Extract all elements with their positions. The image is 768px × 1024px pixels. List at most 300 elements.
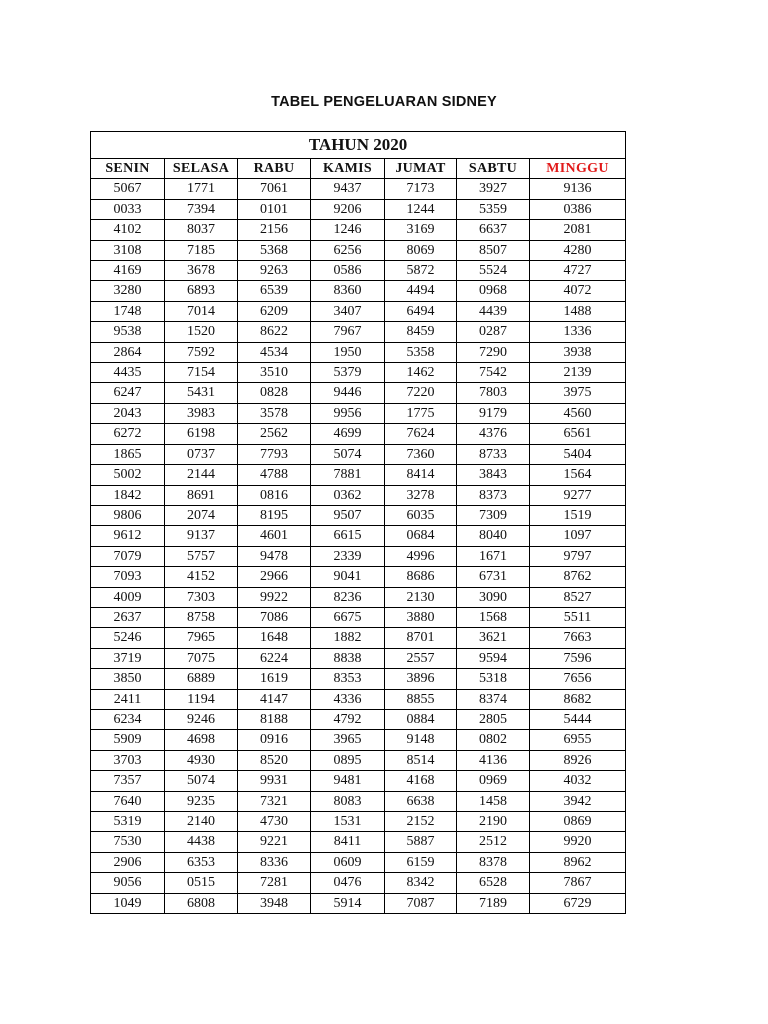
result-cell: 5887 bbox=[385, 832, 457, 852]
result-cell: 2805 bbox=[457, 709, 530, 729]
result-cell: 7793 bbox=[238, 444, 311, 464]
result-cell: 4560 bbox=[530, 403, 626, 423]
result-cell: 9136 bbox=[530, 179, 626, 199]
result-cell: 7075 bbox=[165, 648, 238, 668]
result-cell: 0586 bbox=[311, 261, 385, 281]
result-cell: 5914 bbox=[311, 893, 385, 913]
table-row bbox=[91, 526, 626, 546]
result-cell: 5074 bbox=[165, 771, 238, 791]
result-cell: 3090 bbox=[457, 587, 530, 607]
result-cell: 4280 bbox=[530, 240, 626, 260]
result-cell: 7640 bbox=[91, 791, 165, 811]
table-row bbox=[91, 485, 626, 505]
result-cell: 1842 bbox=[91, 485, 165, 505]
day-header-sabtu: SABTU bbox=[457, 159, 530, 179]
result-cell: 0916 bbox=[238, 730, 311, 750]
result-cell: 5872 bbox=[385, 261, 457, 281]
table-row bbox=[91, 893, 626, 913]
table-row bbox=[91, 587, 626, 607]
result-cell: 4930 bbox=[165, 750, 238, 770]
result-cell: 1882 bbox=[311, 628, 385, 648]
result-cell: 5379 bbox=[311, 363, 385, 383]
result-cell: 9478 bbox=[238, 546, 311, 566]
result-cell: 3938 bbox=[530, 342, 626, 362]
result-cell: 4439 bbox=[457, 301, 530, 321]
result-cell: 6893 bbox=[165, 281, 238, 301]
result-cell: 0609 bbox=[311, 852, 385, 872]
result-cell: 8622 bbox=[238, 322, 311, 342]
result-cell: 1531 bbox=[311, 812, 385, 832]
result-cell: 5368 bbox=[238, 240, 311, 260]
result-cell: 2144 bbox=[165, 465, 238, 485]
result-cell: 2906 bbox=[91, 852, 165, 872]
result-cell: 7394 bbox=[165, 199, 238, 219]
result-cell: 9594 bbox=[457, 648, 530, 668]
table-row bbox=[91, 730, 626, 750]
result-cell: 5524 bbox=[457, 261, 530, 281]
result-cell: 3965 bbox=[311, 730, 385, 750]
table-row bbox=[91, 546, 626, 566]
result-cell: 1049 bbox=[91, 893, 165, 913]
result-cell: 9221 bbox=[238, 832, 311, 852]
result-cell: 3510 bbox=[238, 363, 311, 383]
result-cell: 7086 bbox=[238, 607, 311, 627]
result-cell: 9956 bbox=[311, 403, 385, 423]
result-cell: 7967 bbox=[311, 322, 385, 342]
day-header-rabu: RABU bbox=[238, 159, 311, 179]
result-cell: 7189 bbox=[457, 893, 530, 913]
result-cell: 4788 bbox=[238, 465, 311, 485]
result-cell: 4376 bbox=[457, 424, 530, 444]
result-cell: 3983 bbox=[165, 403, 238, 423]
table-row bbox=[91, 342, 626, 362]
result-cell: 6247 bbox=[91, 383, 165, 403]
result-cell: 7360 bbox=[385, 444, 457, 464]
result-cell: 7281 bbox=[238, 873, 311, 893]
result-cell: 0287 bbox=[457, 322, 530, 342]
result-cell: 7014 bbox=[165, 301, 238, 321]
result-cell: 6889 bbox=[165, 669, 238, 689]
result-cell: 5067 bbox=[91, 179, 165, 199]
result-cell: 9612 bbox=[91, 526, 165, 546]
result-cell: 1519 bbox=[530, 505, 626, 525]
result-cell: 9235 bbox=[165, 791, 238, 811]
result-cell: 0816 bbox=[238, 485, 311, 505]
result-cell: 5404 bbox=[530, 444, 626, 464]
result-cell: 1950 bbox=[311, 342, 385, 362]
result-cell: 5358 bbox=[385, 342, 457, 362]
result-cell: 8336 bbox=[238, 852, 311, 872]
result-cell: 6159 bbox=[385, 852, 457, 872]
result-cell: 3278 bbox=[385, 485, 457, 505]
day-header-minggu: MINGGU bbox=[530, 159, 626, 179]
result-cell: 7173 bbox=[385, 179, 457, 199]
result-cell: 7624 bbox=[385, 424, 457, 444]
results-table bbox=[90, 131, 626, 914]
result-cell: 9041 bbox=[311, 567, 385, 587]
result-cell: 0895 bbox=[311, 750, 385, 770]
table-row bbox=[91, 832, 626, 852]
result-cell: 8762 bbox=[530, 567, 626, 587]
result-cell: 1520 bbox=[165, 322, 238, 342]
result-cell: 7965 bbox=[165, 628, 238, 648]
result-cell: 4102 bbox=[91, 220, 165, 240]
result-cell: 8353 bbox=[311, 669, 385, 689]
result-cell: 0737 bbox=[165, 444, 238, 464]
table-row bbox=[91, 240, 626, 260]
table-row bbox=[91, 383, 626, 403]
result-cell: 4494 bbox=[385, 281, 457, 301]
result-cell: 9922 bbox=[238, 587, 311, 607]
result-cell: 4792 bbox=[311, 709, 385, 729]
result-cell: 0684 bbox=[385, 526, 457, 546]
result-cell: 9481 bbox=[311, 771, 385, 791]
result-cell: 3169 bbox=[385, 220, 457, 240]
table-row bbox=[91, 771, 626, 791]
result-cell: 9920 bbox=[530, 832, 626, 852]
result-cell: 3280 bbox=[91, 281, 165, 301]
year-label: TAHUN 2020 bbox=[91, 132, 626, 159]
result-cell: 7154 bbox=[165, 363, 238, 383]
result-cell: 4996 bbox=[385, 546, 457, 566]
table-row bbox=[91, 567, 626, 587]
result-cell: 1748 bbox=[91, 301, 165, 321]
result-cell: 7079 bbox=[91, 546, 165, 566]
result-cell: 7185 bbox=[165, 240, 238, 260]
result-cell: 4336 bbox=[311, 689, 385, 709]
result-cell: 6234 bbox=[91, 709, 165, 729]
table-row bbox=[91, 852, 626, 872]
result-cell: 3108 bbox=[91, 240, 165, 260]
result-cell: 9806 bbox=[91, 505, 165, 525]
result-cell: 8037 bbox=[165, 220, 238, 240]
day-header-jumat: JUMAT bbox=[385, 159, 457, 179]
table-row bbox=[91, 628, 626, 648]
result-cell: 9056 bbox=[91, 873, 165, 893]
table-row bbox=[91, 709, 626, 729]
result-cell: 5246 bbox=[91, 628, 165, 648]
result-cell: 1194 bbox=[165, 689, 238, 709]
result-cell: 7530 bbox=[91, 832, 165, 852]
result-cell: 8378 bbox=[457, 852, 530, 872]
result-cell: 8360 bbox=[311, 281, 385, 301]
result-cell: 8236 bbox=[311, 587, 385, 607]
result-cell: 2152 bbox=[385, 812, 457, 832]
result-cell: 7867 bbox=[530, 873, 626, 893]
table-row bbox=[91, 812, 626, 832]
result-cell: 4136 bbox=[457, 750, 530, 770]
table-row bbox=[91, 322, 626, 342]
result-cell: 4534 bbox=[238, 342, 311, 362]
result-cell: 0828 bbox=[238, 383, 311, 403]
result-cell: 5319 bbox=[91, 812, 165, 832]
result-cell: 9446 bbox=[311, 383, 385, 403]
result-cell: 9246 bbox=[165, 709, 238, 729]
result-cell: 1564 bbox=[530, 465, 626, 485]
result-cell: 8411 bbox=[311, 832, 385, 852]
result-cell: 1097 bbox=[530, 526, 626, 546]
result-cell: 8083 bbox=[311, 791, 385, 811]
result-cell: 4698 bbox=[165, 730, 238, 750]
result-cell: 0476 bbox=[311, 873, 385, 893]
result-cell: 5002 bbox=[91, 465, 165, 485]
result-cell: 8514 bbox=[385, 750, 457, 770]
result-cell: 8188 bbox=[238, 709, 311, 729]
result-cell: 2557 bbox=[385, 648, 457, 668]
result-cell: 4727 bbox=[530, 261, 626, 281]
table-row bbox=[91, 607, 626, 627]
table-row bbox=[91, 220, 626, 240]
result-cell: 2130 bbox=[385, 587, 457, 607]
result-cell: 3975 bbox=[530, 383, 626, 403]
result-cell: 7596 bbox=[530, 648, 626, 668]
result-cell: 3942 bbox=[530, 791, 626, 811]
result-cell: 3948 bbox=[238, 893, 311, 913]
result-cell: 4152 bbox=[165, 567, 238, 587]
result-cell: 0869 bbox=[530, 812, 626, 832]
result-cell: 4169 bbox=[91, 261, 165, 281]
result-cell: 4438 bbox=[165, 832, 238, 852]
result-cell: 5318 bbox=[457, 669, 530, 689]
result-cell: 9538 bbox=[91, 322, 165, 342]
result-cell: 4009 bbox=[91, 587, 165, 607]
day-header-kamis: KAMIS bbox=[311, 159, 385, 179]
result-cell: 1775 bbox=[385, 403, 457, 423]
result-cell: 2140 bbox=[165, 812, 238, 832]
result-cell: 8040 bbox=[457, 526, 530, 546]
result-cell: 7321 bbox=[238, 791, 311, 811]
result-cell: 5431 bbox=[165, 383, 238, 403]
result-cell: 1488 bbox=[530, 301, 626, 321]
result-cell: 8682 bbox=[530, 689, 626, 709]
result-cell: 6729 bbox=[530, 893, 626, 913]
result-cell: 2562 bbox=[238, 424, 311, 444]
result-cell: 7656 bbox=[530, 669, 626, 689]
result-cell: 1865 bbox=[91, 444, 165, 464]
result-cell: 8507 bbox=[457, 240, 530, 260]
result-cell: 1648 bbox=[238, 628, 311, 648]
result-cell: 7592 bbox=[165, 342, 238, 362]
result-cell: 1336 bbox=[530, 322, 626, 342]
result-cell: 8733 bbox=[457, 444, 530, 464]
result-cell: 8459 bbox=[385, 322, 457, 342]
result-cell: 7309 bbox=[457, 505, 530, 525]
result-cell: 9507 bbox=[311, 505, 385, 525]
result-cell: 2081 bbox=[530, 220, 626, 240]
result-cell: 2637 bbox=[91, 607, 165, 627]
result-cell: 5444 bbox=[530, 709, 626, 729]
result-cell: 6731 bbox=[457, 567, 530, 587]
result-cell: 6675 bbox=[311, 607, 385, 627]
result-cell: 7061 bbox=[238, 179, 311, 199]
result-cell: 2966 bbox=[238, 567, 311, 587]
table-row bbox=[91, 750, 626, 770]
result-cell: 8527 bbox=[530, 587, 626, 607]
table-row bbox=[91, 791, 626, 811]
result-cell: 4699 bbox=[311, 424, 385, 444]
result-cell: 0515 bbox=[165, 873, 238, 893]
result-cell: 9797 bbox=[530, 546, 626, 566]
result-cell: 2864 bbox=[91, 342, 165, 362]
result-cell: 8926 bbox=[530, 750, 626, 770]
result-cell: 7357 bbox=[91, 771, 165, 791]
result-cell: 6198 bbox=[165, 424, 238, 444]
document-title: TABEL PENGELUARAN SIDNEY bbox=[271, 94, 497, 110]
result-cell: 7093 bbox=[91, 567, 165, 587]
result-cell: 4730 bbox=[238, 812, 311, 832]
table-row bbox=[91, 403, 626, 423]
result-cell: 1771 bbox=[165, 179, 238, 199]
table-row bbox=[91, 199, 626, 219]
table-row bbox=[91, 281, 626, 301]
result-cell: 7803 bbox=[457, 383, 530, 403]
result-cell: 6353 bbox=[165, 852, 238, 872]
result-cell: 9277 bbox=[530, 485, 626, 505]
result-cell: 2411 bbox=[91, 689, 165, 709]
result-cell: 1462 bbox=[385, 363, 457, 383]
result-cell: 6528 bbox=[457, 873, 530, 893]
result-cell: 9206 bbox=[311, 199, 385, 219]
result-cell: 7220 bbox=[385, 383, 457, 403]
table-row bbox=[91, 505, 626, 525]
result-cell: 3880 bbox=[385, 607, 457, 627]
result-cell: 9148 bbox=[385, 730, 457, 750]
table-row bbox=[91, 261, 626, 281]
result-cell: 9137 bbox=[165, 526, 238, 546]
result-cell: 2139 bbox=[530, 363, 626, 383]
result-cell: 3850 bbox=[91, 669, 165, 689]
result-cell: 7881 bbox=[311, 465, 385, 485]
result-cell: 3578 bbox=[238, 403, 311, 423]
result-cell: 8373 bbox=[457, 485, 530, 505]
result-cell: 7542 bbox=[457, 363, 530, 383]
result-cell: 8855 bbox=[385, 689, 457, 709]
result-cell: 3407 bbox=[311, 301, 385, 321]
result-cell: 1671 bbox=[457, 546, 530, 566]
result-cell: 6224 bbox=[238, 648, 311, 668]
result-cell: 4072 bbox=[530, 281, 626, 301]
result-cell: 5757 bbox=[165, 546, 238, 566]
result-cell: 1619 bbox=[238, 669, 311, 689]
year-header-row bbox=[91, 132, 626, 159]
result-cell: 7290 bbox=[457, 342, 530, 362]
result-cell: 3843 bbox=[457, 465, 530, 485]
result-cell: 8758 bbox=[165, 607, 238, 627]
result-cell: 6272 bbox=[91, 424, 165, 444]
table-row bbox=[91, 689, 626, 709]
result-cell: 0969 bbox=[457, 771, 530, 791]
result-cell: 8069 bbox=[385, 240, 457, 260]
result-cell: 3621 bbox=[457, 628, 530, 648]
result-cell: 8838 bbox=[311, 648, 385, 668]
table-row bbox=[91, 444, 626, 464]
result-cell: 6808 bbox=[165, 893, 238, 913]
result-cell: 6615 bbox=[311, 526, 385, 546]
result-cell: 6955 bbox=[530, 730, 626, 750]
result-cell: 9437 bbox=[311, 179, 385, 199]
result-cell: 1246 bbox=[311, 220, 385, 240]
result-cell: 6209 bbox=[238, 301, 311, 321]
result-cell: 2074 bbox=[165, 505, 238, 525]
result-cell: 1458 bbox=[457, 791, 530, 811]
result-cell: 8342 bbox=[385, 873, 457, 893]
result-cell: 8414 bbox=[385, 465, 457, 485]
day-header-senin: SENIN bbox=[91, 159, 165, 179]
result-cell: 0968 bbox=[457, 281, 530, 301]
result-cell: 6637 bbox=[457, 220, 530, 240]
result-cell: 2512 bbox=[457, 832, 530, 852]
result-cell: 1244 bbox=[385, 199, 457, 219]
result-cell: 2190 bbox=[457, 812, 530, 832]
results-table-container bbox=[90, 131, 625, 914]
result-cell: 3927 bbox=[457, 179, 530, 199]
result-cell: 0802 bbox=[457, 730, 530, 750]
result-cell: 7663 bbox=[530, 628, 626, 648]
table-row bbox=[91, 465, 626, 485]
result-cell: 4032 bbox=[530, 771, 626, 791]
result-cell: 5511 bbox=[530, 607, 626, 627]
result-cell: 5359 bbox=[457, 199, 530, 219]
result-cell: 8520 bbox=[238, 750, 311, 770]
result-cell: 8691 bbox=[165, 485, 238, 505]
table-row bbox=[91, 301, 626, 321]
table-row bbox=[91, 669, 626, 689]
result-cell: 4435 bbox=[91, 363, 165, 383]
result-cell: 8195 bbox=[238, 505, 311, 525]
result-cell: 0362 bbox=[311, 485, 385, 505]
result-cell: 1568 bbox=[457, 607, 530, 627]
day-header-selasa: SELASA bbox=[165, 159, 238, 179]
result-cell: 3678 bbox=[165, 261, 238, 281]
day-header-row bbox=[91, 159, 626, 179]
table-row bbox=[91, 648, 626, 668]
result-cell: 3703 bbox=[91, 750, 165, 770]
result-cell: 5909 bbox=[91, 730, 165, 750]
result-cell: 8701 bbox=[385, 628, 457, 648]
result-cell: 6035 bbox=[385, 505, 457, 525]
result-cell: 9263 bbox=[238, 261, 311, 281]
result-cell: 9179 bbox=[457, 403, 530, 423]
result-cell: 4601 bbox=[238, 526, 311, 546]
result-cell: 5074 bbox=[311, 444, 385, 464]
result-cell: 2156 bbox=[238, 220, 311, 240]
result-cell: 0033 bbox=[91, 199, 165, 219]
result-cell: 8962 bbox=[530, 852, 626, 872]
result-cell: 9931 bbox=[238, 771, 311, 791]
result-cell: 6256 bbox=[311, 240, 385, 260]
table-row bbox=[91, 873, 626, 893]
result-cell: 7303 bbox=[165, 587, 238, 607]
result-cell: 0101 bbox=[238, 199, 311, 219]
table-row bbox=[91, 424, 626, 444]
result-cell: 8686 bbox=[385, 567, 457, 587]
result-cell: 0386 bbox=[530, 199, 626, 219]
result-cell: 7087 bbox=[385, 893, 457, 913]
results-table-body bbox=[91, 179, 626, 914]
result-cell: 6494 bbox=[385, 301, 457, 321]
table-row bbox=[91, 179, 626, 199]
result-cell: 6539 bbox=[238, 281, 311, 301]
result-cell: 2339 bbox=[311, 546, 385, 566]
result-cell: 0884 bbox=[385, 709, 457, 729]
result-cell: 3896 bbox=[385, 669, 457, 689]
result-cell: 3719 bbox=[91, 648, 165, 668]
table-row bbox=[91, 363, 626, 383]
result-cell: 4168 bbox=[385, 771, 457, 791]
result-cell: 4147 bbox=[238, 689, 311, 709]
result-cell: 2043 bbox=[91, 403, 165, 423]
result-cell: 6638 bbox=[385, 791, 457, 811]
